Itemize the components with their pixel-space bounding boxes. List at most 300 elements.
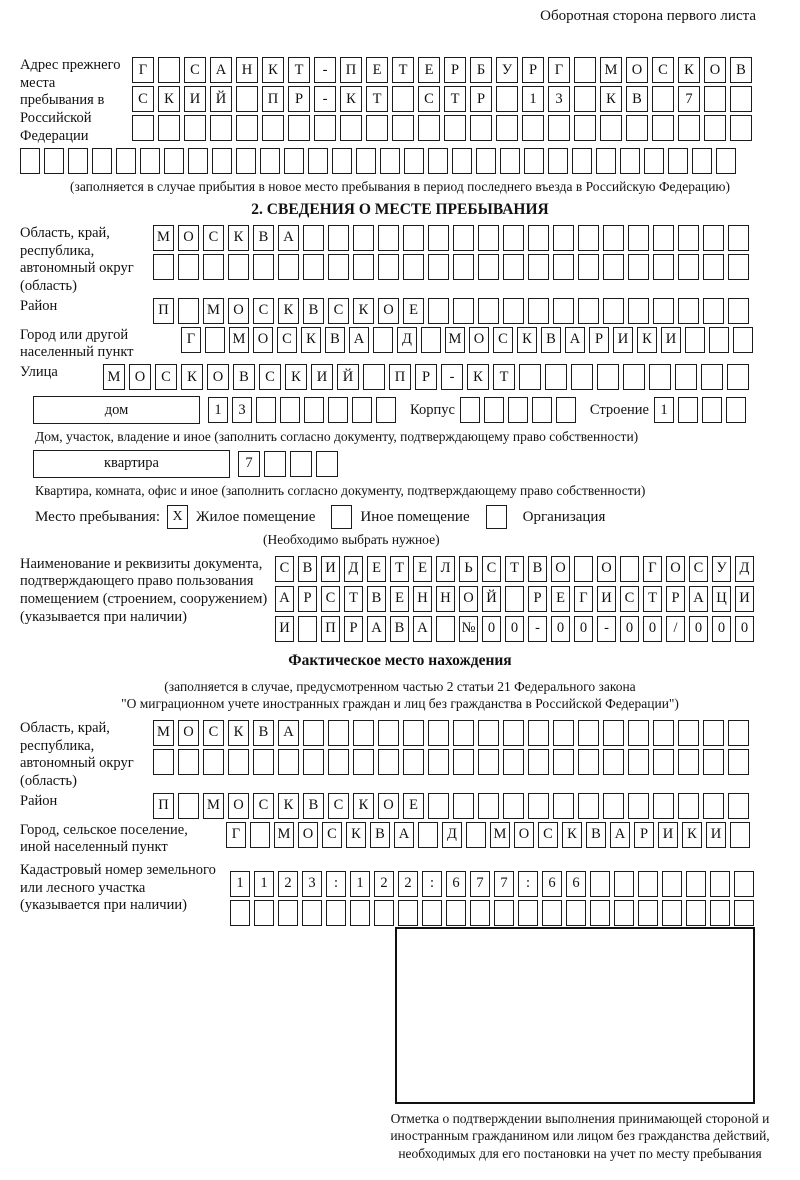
char-cell[interactable]	[253, 254, 274, 280]
char-cell[interactable]: С	[321, 586, 340, 612]
char-cell[interactable]: Н	[436, 586, 455, 612]
char-cell[interactable]	[553, 254, 574, 280]
checkbox-inoe[interactable]	[331, 505, 352, 529]
char-cell[interactable]	[178, 298, 199, 324]
char-cell[interactable]	[466, 822, 486, 848]
char-cell[interactable]: Й	[337, 364, 359, 390]
char-cell[interactable]: 0	[735, 616, 754, 642]
char-cell[interactable]	[545, 364, 567, 390]
char-cell[interactable]: С	[259, 364, 281, 390]
char-cell[interactable]	[178, 254, 199, 280]
char-cell[interactable]: Е	[413, 556, 432, 582]
char-cell[interactable]	[678, 298, 699, 324]
char-cell[interactable]: 0	[689, 616, 708, 642]
char-cell[interactable]	[353, 225, 374, 251]
char-cell[interactable]: 1	[654, 397, 674, 423]
char-cell[interactable]	[532, 397, 552, 423]
char-cell[interactable]: К	[682, 822, 702, 848]
char-cell[interactable]: В	[730, 57, 752, 83]
char-cell[interactable]: Е	[551, 586, 570, 612]
char-cell[interactable]	[460, 397, 480, 423]
char-cell[interactable]	[556, 397, 576, 423]
char-cell[interactable]: 6	[446, 871, 466, 897]
char-cell[interactable]: С	[328, 793, 349, 819]
char-cell[interactable]	[548, 148, 568, 174]
char-cell[interactable]	[644, 148, 664, 174]
char-cell[interactable]	[692, 148, 712, 174]
char-cell[interactable]	[153, 749, 174, 775]
char-cell[interactable]	[288, 115, 310, 141]
char-cell[interactable]: И	[311, 364, 333, 390]
char-cell[interactable]	[284, 148, 304, 174]
char-cell[interactable]	[553, 749, 574, 775]
char-cell[interactable]	[542, 900, 562, 926]
char-cell[interactable]: П	[153, 298, 174, 324]
char-cell[interactable]	[710, 871, 730, 897]
char-cell[interactable]	[668, 148, 688, 174]
char-cell[interactable]: 0	[551, 616, 570, 642]
char-cell[interactable]: Й	[210, 86, 232, 112]
char-cell[interactable]: С	[155, 364, 177, 390]
char-cell[interactable]: -	[441, 364, 463, 390]
char-cell[interactable]	[373, 327, 393, 353]
char-cell[interactable]: С	[203, 720, 224, 746]
char-cell[interactable]	[620, 148, 640, 174]
char-cell[interactable]	[328, 225, 349, 251]
char-cell[interactable]	[453, 793, 474, 819]
char-cell[interactable]: Е	[366, 57, 388, 83]
char-cell[interactable]	[503, 720, 524, 746]
char-cell[interactable]	[366, 115, 388, 141]
char-cell[interactable]	[730, 115, 752, 141]
char-cell[interactable]	[158, 57, 180, 83]
char-cell[interactable]: О	[298, 822, 318, 848]
char-cell[interactable]	[703, 749, 724, 775]
char-cell[interactable]: 6	[566, 871, 586, 897]
char-cell[interactable]	[733, 327, 753, 353]
char-cell[interactable]	[628, 298, 649, 324]
char-cell[interactable]: Г	[548, 57, 570, 83]
char-cell[interactable]	[484, 397, 504, 423]
char-cell[interactable]	[686, 871, 706, 897]
char-cell[interactable]	[519, 364, 541, 390]
char-cell[interactable]: Т	[643, 586, 662, 612]
char-cell[interactable]	[478, 749, 499, 775]
char-cell[interactable]	[653, 254, 674, 280]
char-cell[interactable]	[553, 298, 574, 324]
char-cell[interactable]: Е	[390, 586, 409, 612]
char-cell[interactable]	[603, 254, 624, 280]
char-cell[interactable]: П	[153, 793, 174, 819]
char-cell[interactable]	[428, 225, 449, 251]
char-cell[interactable]	[553, 720, 574, 746]
char-cell[interactable]: И	[661, 327, 681, 353]
char-cell[interactable]	[212, 148, 232, 174]
char-cell[interactable]: К	[158, 86, 180, 112]
char-cell[interactable]: О	[253, 327, 273, 353]
char-cell[interactable]: 0	[620, 616, 639, 642]
char-cell[interactable]	[314, 115, 336, 141]
char-cell[interactable]	[256, 397, 276, 423]
char-cell[interactable]	[528, 298, 549, 324]
char-cell[interactable]	[578, 793, 599, 819]
char-cell[interactable]	[428, 254, 449, 280]
char-cell[interactable]: 1	[208, 397, 228, 423]
char-cell[interactable]	[328, 397, 348, 423]
char-cell[interactable]: :	[422, 871, 442, 897]
char-cell[interactable]	[528, 225, 549, 251]
char-cell[interactable]: №	[459, 616, 478, 642]
char-cell[interactable]: Г	[574, 586, 593, 612]
char-cell[interactable]	[328, 749, 349, 775]
char-cell[interactable]	[280, 397, 300, 423]
char-cell[interactable]	[353, 720, 374, 746]
char-cell[interactable]: Р	[288, 86, 310, 112]
char-cell[interactable]	[574, 86, 596, 112]
char-cell[interactable]	[628, 254, 649, 280]
char-cell[interactable]: Е	[418, 57, 440, 83]
char-cell[interactable]: О	[514, 822, 534, 848]
char-cell[interactable]	[470, 900, 490, 926]
char-cell[interactable]: Т	[444, 86, 466, 112]
char-cell[interactable]	[662, 871, 682, 897]
char-cell[interactable]: А	[565, 327, 585, 353]
char-cell[interactable]	[678, 720, 699, 746]
char-cell[interactable]	[603, 720, 624, 746]
char-cell[interactable]: Т	[366, 86, 388, 112]
char-cell[interactable]: Т	[392, 57, 414, 83]
char-cell[interactable]	[675, 364, 697, 390]
char-cell[interactable]: А	[278, 225, 299, 251]
char-cell[interactable]: /	[666, 616, 685, 642]
char-cell[interactable]: Е	[403, 298, 424, 324]
char-cell[interactable]	[444, 115, 466, 141]
char-cell[interactable]	[303, 720, 324, 746]
char-cell[interactable]: К	[278, 793, 299, 819]
char-cell[interactable]	[428, 793, 449, 819]
char-cell[interactable]: 7	[470, 871, 490, 897]
char-cell[interactable]: В	[233, 364, 255, 390]
char-cell[interactable]: П	[340, 57, 362, 83]
char-cell[interactable]	[428, 720, 449, 746]
char-cell[interactable]	[603, 793, 624, 819]
char-cell[interactable]	[250, 822, 270, 848]
char-cell[interactable]	[528, 793, 549, 819]
char-cell[interactable]	[574, 556, 593, 582]
char-cell[interactable]: 3	[302, 871, 322, 897]
char-cell[interactable]	[68, 148, 88, 174]
char-cell[interactable]	[363, 364, 385, 390]
char-cell[interactable]: 2	[374, 871, 394, 897]
char-cell[interactable]	[518, 900, 538, 926]
char-cell[interactable]: С	[652, 57, 674, 83]
char-cell[interactable]	[153, 254, 174, 280]
char-cell[interactable]	[428, 298, 449, 324]
char-cell[interactable]	[352, 397, 372, 423]
char-cell[interactable]	[590, 900, 610, 926]
char-cell[interactable]: 0	[482, 616, 501, 642]
char-cell[interactable]	[553, 793, 574, 819]
char-cell[interactable]: К	[340, 86, 362, 112]
char-cell[interactable]: К	[517, 327, 537, 353]
char-cell[interactable]: М	[229, 327, 249, 353]
char-cell[interactable]	[503, 793, 524, 819]
char-cell[interactable]: М	[445, 327, 465, 353]
char-cell[interactable]	[703, 225, 724, 251]
char-cell[interactable]: Н	[236, 57, 258, 83]
char-cell[interactable]	[404, 148, 424, 174]
char-cell[interactable]: В	[390, 616, 409, 642]
char-cell[interactable]	[614, 871, 634, 897]
char-cell[interactable]: И	[706, 822, 726, 848]
char-cell[interactable]: О	[551, 556, 570, 582]
char-cell[interactable]: К	[353, 793, 374, 819]
char-cell[interactable]	[478, 254, 499, 280]
char-cell[interactable]: И	[275, 616, 294, 642]
char-cell[interactable]	[730, 822, 750, 848]
char-cell[interactable]	[228, 749, 249, 775]
char-cell[interactable]	[228, 254, 249, 280]
char-cell[interactable]: К	[346, 822, 366, 848]
char-cell[interactable]: В	[586, 822, 606, 848]
char-cell[interactable]: У	[712, 556, 731, 582]
char-cell[interactable]: 1	[522, 86, 544, 112]
char-cell[interactable]: -	[528, 616, 547, 642]
char-cell[interactable]	[184, 115, 206, 141]
char-cell[interactable]: О	[378, 793, 399, 819]
char-cell[interactable]	[418, 822, 438, 848]
char-cell[interactable]	[574, 57, 596, 83]
char-cell[interactable]	[649, 364, 671, 390]
char-cell[interactable]: Г	[643, 556, 662, 582]
char-cell[interactable]: В	[528, 556, 547, 582]
char-cell[interactable]: Р	[634, 822, 654, 848]
char-cell[interactable]	[566, 900, 586, 926]
char-cell[interactable]: К	[353, 298, 374, 324]
char-cell[interactable]	[236, 86, 258, 112]
char-cell[interactable]: Р	[444, 57, 466, 83]
char-cell[interactable]	[332, 148, 352, 174]
char-cell[interactable]: М	[153, 720, 174, 746]
char-cell[interactable]	[378, 225, 399, 251]
char-cell[interactable]: А	[278, 720, 299, 746]
char-cell[interactable]	[503, 749, 524, 775]
char-cell[interactable]	[164, 148, 184, 174]
char-cell[interactable]	[353, 254, 374, 280]
char-cell[interactable]	[328, 254, 349, 280]
char-cell[interactable]	[262, 115, 284, 141]
char-cell[interactable]	[603, 298, 624, 324]
char-cell[interactable]: Р	[528, 586, 547, 612]
char-cell[interactable]	[278, 900, 298, 926]
char-cell[interactable]: А	[413, 616, 432, 642]
char-cell[interactable]: М	[103, 364, 125, 390]
char-cell[interactable]	[316, 451, 338, 477]
char-cell[interactable]: Р	[589, 327, 609, 353]
char-cell[interactable]	[734, 871, 754, 897]
char-cell[interactable]	[236, 115, 258, 141]
char-cell[interactable]: -	[597, 616, 616, 642]
char-cell[interactable]	[653, 298, 674, 324]
char-cell[interactable]: С	[482, 556, 501, 582]
char-cell[interactable]: Т	[288, 57, 310, 83]
char-cell[interactable]	[398, 900, 418, 926]
char-cell[interactable]: Д	[442, 822, 462, 848]
char-cell[interactable]: О	[228, 793, 249, 819]
char-cell[interactable]	[728, 298, 749, 324]
char-cell[interactable]: В	[298, 556, 317, 582]
char-cell[interactable]: К	[637, 327, 657, 353]
char-cell[interactable]	[205, 327, 225, 353]
char-cell[interactable]: Р	[344, 616, 363, 642]
char-cell[interactable]: К	[678, 57, 700, 83]
char-cell[interactable]	[678, 749, 699, 775]
char-cell[interactable]	[44, 148, 64, 174]
char-cell[interactable]: М	[203, 793, 224, 819]
char-cell[interactable]: С	[132, 86, 154, 112]
char-cell[interactable]: А	[610, 822, 630, 848]
char-cell[interactable]	[628, 793, 649, 819]
char-cell[interactable]: П	[321, 616, 340, 642]
char-cell[interactable]	[578, 298, 599, 324]
char-cell[interactable]	[728, 793, 749, 819]
char-cell[interactable]	[418, 115, 440, 141]
char-cell[interactable]: У	[496, 57, 518, 83]
char-cell[interactable]: А	[367, 616, 386, 642]
char-cell[interactable]	[703, 720, 724, 746]
char-cell[interactable]	[178, 749, 199, 775]
char-cell[interactable]	[603, 749, 624, 775]
char-cell[interactable]	[503, 298, 524, 324]
char-cell[interactable]	[603, 225, 624, 251]
char-cell[interactable]	[623, 364, 645, 390]
char-cell[interactable]: В	[370, 822, 390, 848]
char-cell[interactable]: О	[178, 225, 199, 251]
char-cell[interactable]: Л	[436, 556, 455, 582]
char-cell[interactable]	[260, 148, 280, 174]
char-cell[interactable]	[478, 298, 499, 324]
char-cell[interactable]: В	[325, 327, 345, 353]
char-cell[interactable]: К	[262, 57, 284, 83]
char-cell[interactable]: Г	[181, 327, 201, 353]
char-cell[interactable]	[421, 327, 441, 353]
char-cell[interactable]: С	[322, 822, 342, 848]
char-cell[interactable]	[470, 115, 492, 141]
char-cell[interactable]: К	[467, 364, 489, 390]
char-cell[interactable]	[478, 225, 499, 251]
char-cell[interactable]	[620, 556, 639, 582]
char-cell[interactable]	[298, 616, 317, 642]
char-cell[interactable]: П	[389, 364, 411, 390]
char-cell[interactable]	[500, 148, 520, 174]
char-cell[interactable]	[428, 148, 448, 174]
char-cell[interactable]	[503, 225, 524, 251]
char-cell[interactable]	[210, 115, 232, 141]
char-cell[interactable]: О	[129, 364, 151, 390]
char-cell[interactable]	[728, 225, 749, 251]
char-cell[interactable]: С	[620, 586, 639, 612]
char-cell[interactable]	[678, 254, 699, 280]
char-cell[interactable]	[353, 749, 374, 775]
char-cell[interactable]: Т	[493, 364, 515, 390]
char-cell[interactable]: 2	[278, 871, 298, 897]
char-cell[interactable]: Н	[413, 586, 432, 612]
char-cell[interactable]	[453, 298, 474, 324]
char-cell[interactable]	[453, 749, 474, 775]
char-cell[interactable]	[428, 749, 449, 775]
char-cell[interactable]: 1	[254, 871, 274, 897]
char-cell[interactable]	[703, 254, 724, 280]
char-cell[interactable]	[678, 115, 700, 141]
char-cell[interactable]	[158, 115, 180, 141]
char-cell[interactable]	[597, 364, 619, 390]
char-cell[interactable]	[496, 115, 518, 141]
char-cell[interactable]	[403, 225, 424, 251]
char-cell[interactable]: В	[253, 720, 274, 746]
char-cell[interactable]: М	[153, 225, 174, 251]
char-cell[interactable]: К	[285, 364, 307, 390]
char-cell[interactable]: С	[184, 57, 206, 83]
char-cell[interactable]: Е	[403, 793, 424, 819]
char-cell[interactable]	[600, 115, 622, 141]
char-cell[interactable]	[652, 86, 674, 112]
char-cell[interactable]	[578, 225, 599, 251]
char-cell[interactable]	[571, 364, 593, 390]
char-cell[interactable]	[710, 900, 730, 926]
char-cell[interactable]: В	[541, 327, 561, 353]
char-cell[interactable]: М	[600, 57, 622, 83]
char-cell[interactable]	[326, 900, 346, 926]
char-cell[interactable]: К	[181, 364, 203, 390]
char-cell[interactable]: Р	[298, 586, 317, 612]
char-cell[interactable]	[328, 720, 349, 746]
char-cell[interactable]: О	[459, 586, 478, 612]
char-cell[interactable]	[628, 225, 649, 251]
char-cell[interactable]: В	[303, 298, 324, 324]
char-cell[interactable]	[253, 749, 274, 775]
char-cell[interactable]	[378, 720, 399, 746]
char-cell[interactable]	[652, 115, 674, 141]
char-cell[interactable]: С	[493, 327, 513, 353]
char-cell[interactable]: О	[228, 298, 249, 324]
char-cell[interactable]	[378, 749, 399, 775]
char-cell[interactable]	[476, 148, 496, 174]
char-cell[interactable]: В	[253, 225, 274, 251]
char-cell[interactable]: О	[469, 327, 489, 353]
char-cell[interactable]: Б	[470, 57, 492, 83]
char-cell[interactable]	[436, 616, 455, 642]
char-cell[interactable]: 0	[505, 616, 524, 642]
char-cell[interactable]	[380, 148, 400, 174]
char-cell[interactable]: 7	[494, 871, 514, 897]
char-cell[interactable]: -	[314, 86, 336, 112]
char-cell[interactable]	[678, 225, 699, 251]
char-cell[interactable]	[626, 115, 648, 141]
char-cell[interactable]	[503, 254, 524, 280]
char-cell[interactable]	[453, 720, 474, 746]
char-cell[interactable]	[578, 720, 599, 746]
char-cell[interactable]: Д	[344, 556, 363, 582]
char-cell[interactable]	[403, 749, 424, 775]
char-cell[interactable]: 1	[350, 871, 370, 897]
char-cell[interactable]: 1	[230, 871, 250, 897]
char-cell[interactable]	[528, 749, 549, 775]
char-cell[interactable]: 0	[643, 616, 662, 642]
char-cell[interactable]: С	[328, 298, 349, 324]
char-cell[interactable]	[596, 148, 616, 174]
char-cell[interactable]: М	[274, 822, 294, 848]
char-cell[interactable]: С	[253, 793, 274, 819]
